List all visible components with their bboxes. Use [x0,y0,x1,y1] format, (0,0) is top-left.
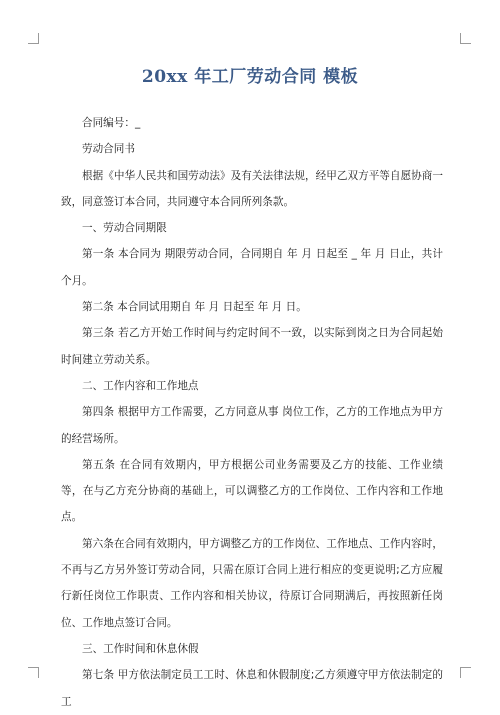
section-heading-term: 一、劳动合同期限 [82,222,167,235]
section-heading-work: 二、工作内容和工作地点 [82,379,199,392]
article-6: 第六条在合同有效期内，甲方调整乙方的工作岗位、工作地点、工作内容时，不再与乙方另外签订劳动合同，只需在原订合同上进行相应的变更说明;乙方应履行新任岗位工作职责、工作内容和相关协议，待原订合同期满后，再按照新任岗位、工作地点签订合同。 [61,537,443,629]
article-7: 第七条 甲方依法制定员工工时、休息和休假制度;乙方须遵守甲方依法制定的工 [61,669,443,708]
corner-mark-bottom-left [28,667,39,678]
section-heading-hours: 三、工作时间和休息休假 [82,642,199,655]
article-4: 第四条 根据甲方工作需要，乙方同意从事 岗位工作，乙方的工作地点为甲方的经营场所。 [61,406,443,445]
corner-mark-top-right [460,33,471,44]
corner-mark-top-left [28,33,39,44]
preamble-paragraph: 根据《中华人民共和国劳动法》及有关法律法规，经甲乙双方平等自愿协商一致，同意签订本合同，共同遵守本合同所列条款。 [61,169,443,208]
article-5: 第五条 在合同有效期内，甲方根据公司业务需要及乙方的技能、工作业绩等，在与乙方充分协商的基础上，可以调整乙方的工作岗位、工作内容和工作地点。 [61,458,443,524]
contract-heading: 劳动合同书 [82,143,135,156]
article-1: 第一条 本合同为 期限劳动合同，合同期自 年 月 日起至 _ 年 月 日止，共计 个月。 [61,248,443,287]
document-body [61,110,443,715]
corner-mark-bottom-right [460,667,471,678]
document-title: 20xx 年工厂劳动合同 模板 [141,67,359,87]
contract-number-line: 合同编号：_ [82,117,141,129]
article-2: 第二条 本合同试用期自 年 月 日起至 年 月 日。 [82,301,307,314]
article-3: 第三条 若乙方开始工作时间与约定时间不一致，以实际到岗之日为合同起始时间建立劳动关系。 [61,327,443,366]
